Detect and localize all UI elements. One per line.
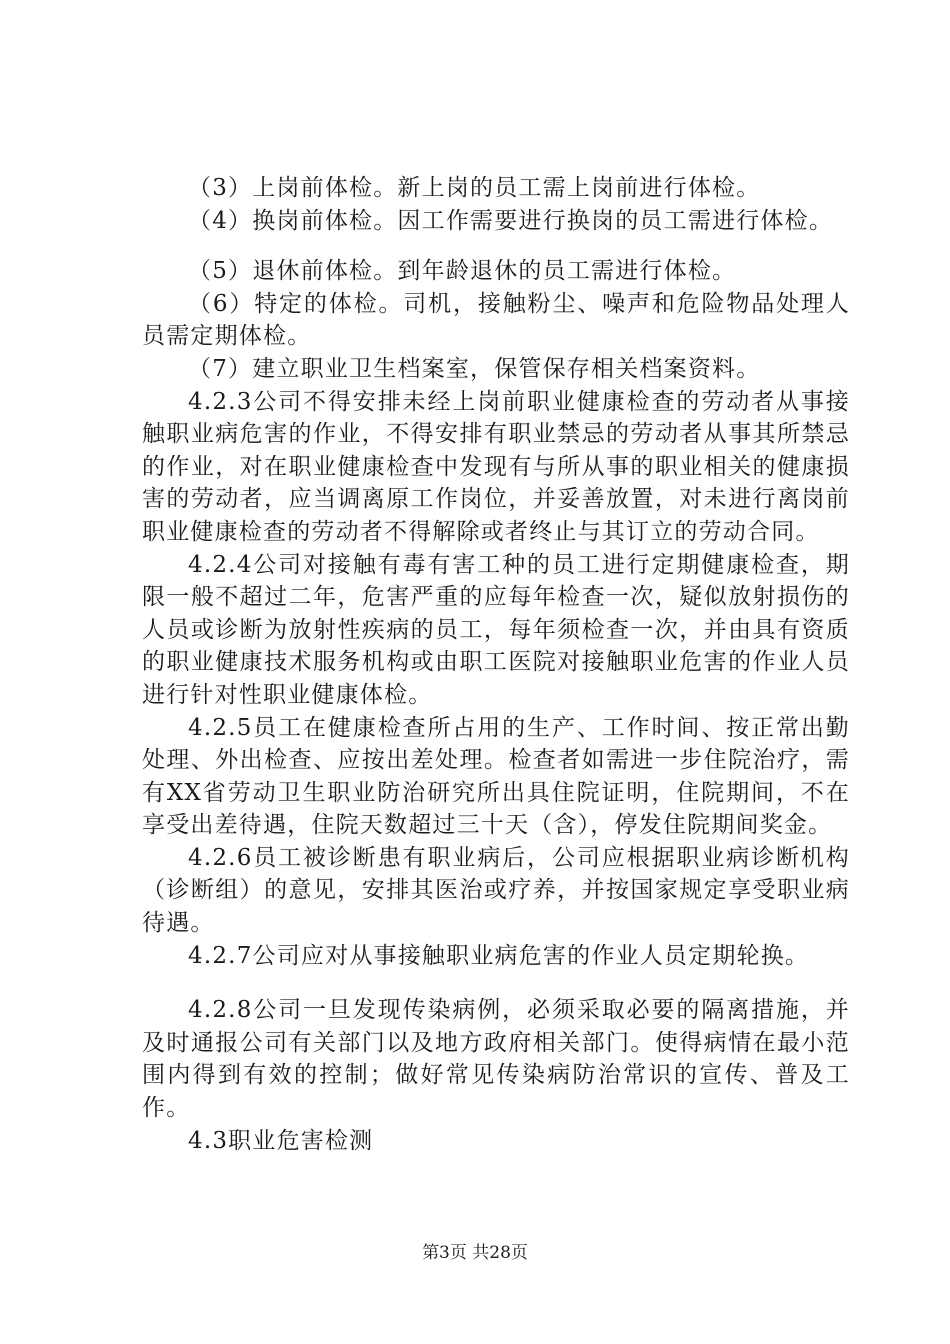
section-heading-4-3: 4.3职业危害检测 xyxy=(188,1127,374,1154)
paragraph-4-2-5: 4.2.5员工在健康检查所占用的生产、工作时间、按正常出勤处理、外出检查、应按出差处理。检查者如需进一步住院治疗，需有XX省劳动卫生职业防治研究所出具住院证明，住院期间，不在享受出差待遇，住院天数超过三十天（含），停发住院期间奖金。 xyxy=(142,714,850,839)
paragraph-health-archive: （7）建立职业卫生档案室，保管保存相关档案资料。 xyxy=(188,355,761,382)
paragraph-retirement-exam: （5）退休前体检。到年龄退休的员工需进行体检。 xyxy=(188,258,737,285)
paragraph-special-exam: （6）特定的体检。司机，接触粉尘、噪声和危险物品处理人员需定期体检。 xyxy=(142,290,850,350)
paragraph-4-2-7: 4.2.7公司应对从事接触职业病危害的作业人员定期轮换。 xyxy=(188,942,810,969)
page-number-footer: 第3页 共28页 xyxy=(422,1243,528,1263)
paragraph-4-2-6: 4.2.6员工被诊断患有职业病后，公司应根据职业病诊断机构（诊断组）的意见，安排其医治或疗养，并按国家规定享受职业病待遇。 xyxy=(142,844,850,937)
paragraph-job-change-exam: （4）换岗前体检。因工作需要进行换岗的员工需进行体检。 xyxy=(188,207,834,234)
paragraph-pre-job-exam: （3）上岗前体检。新上岗的员工需上岗前进行体检。 xyxy=(188,175,761,201)
paragraph-4-2-4: 4.2.4公司对接触有毒有害工种的员工进行定期健康检查，期限一般不超过二年，危害严重的应每年检查一次，疑似放射损伤的人员或诊断为放射性疾病的员工，每年须检查一次，并由具有资质的职业健康技术服务机构或由职工医院对接触职业危害的作业人员进行针对性职业健康体检。 xyxy=(142,551,850,708)
document-body xyxy=(142,172,850,1157)
paragraph-4-2-3: 4.2.3公司不得安排未经上岗前职业健康检查的劳动者从事接触职业病危害的作业，不得安排有职业禁忌的劳动者从事其所禁忌的作业，对在职业健康检查中发现有与所从事的职业相关的健康损害的劳动者，应当调离原工作岗位，并妥善放置，对未进行离岗前职业健康检查的劳动者不得解除或者终止与其订立的劳动合同。 xyxy=(142,388,850,545)
paragraph-4-2-8: 4.2.8公司一旦发现传染病例，必须采取必要的隔离措施，并及时通报公司有关部门以及地方政府相关部门。使得病情在最小范围内得到有效的控制；做好常见传染病防治常识的宣传、普及工作。 xyxy=(142,997,850,1122)
